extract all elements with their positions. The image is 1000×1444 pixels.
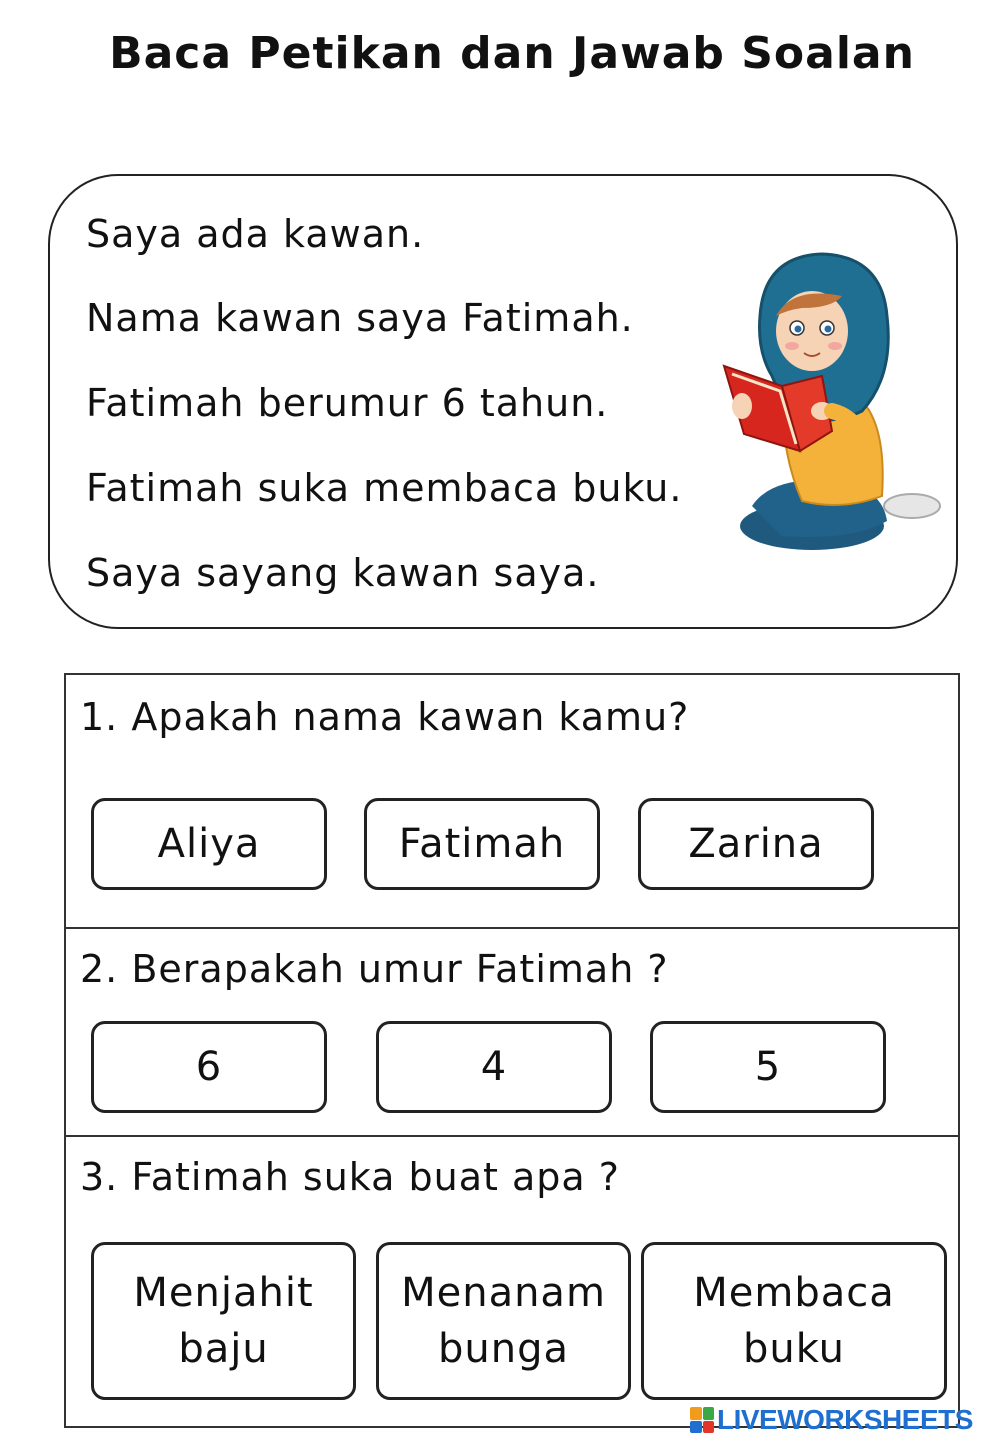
option-line: Menanam bbox=[401, 1270, 606, 1316]
question-3 bbox=[66, 1135, 958, 1426]
answer-option-4[interactable]: 4 bbox=[376, 1021, 612, 1113]
girl-reading-book-icon bbox=[672, 236, 942, 556]
answer-option-membaca-buku[interactable] bbox=[641, 1242, 947, 1400]
passage-line: Fatimah suka membaca buku. bbox=[86, 466, 683, 510]
question-2 bbox=[66, 927, 958, 1135]
option-line: bunga bbox=[438, 1326, 569, 1372]
page-title: Baca Petikan dan Jawab Soalan bbox=[109, 28, 915, 79]
option-line: baju bbox=[178, 1326, 269, 1372]
brand-logo-icon bbox=[690, 1407, 714, 1433]
answer-option-menanam-bunga[interactable] bbox=[376, 1242, 631, 1400]
passage-line: Saya sayang kawan saya. bbox=[86, 551, 600, 595]
option-line: buku bbox=[742, 1326, 846, 1372]
questions-table bbox=[64, 673, 960, 1428]
option-line: Membaca bbox=[693, 1270, 895, 1316]
answer-option-menjahit-baju[interactable] bbox=[91, 1242, 356, 1400]
answer-option-fatimah[interactable]: Fatimah bbox=[364, 798, 600, 890]
answer-option-zarina[interactable]: Zarina bbox=[638, 798, 874, 890]
passage-line: Saya ada kawan. bbox=[86, 212, 425, 256]
option-line: Menjahit bbox=[133, 1270, 314, 1316]
answer-option-aliya[interactable]: Aliya bbox=[91, 798, 327, 890]
passage-line: Fatimah berumur 6 tahun. bbox=[86, 381, 609, 425]
question-1 bbox=[66, 675, 958, 927]
liveworksheets-logo bbox=[690, 1404, 973, 1436]
answer-option-5[interactable]: 5 bbox=[650, 1021, 886, 1113]
reading-passage bbox=[48, 174, 958, 629]
question-text: 2. Berapakah umur Fatimah ? bbox=[80, 947, 669, 991]
brand-text: LIVEWORKSHEETS bbox=[717, 1404, 973, 1435]
answer-option-6[interactable]: 6 bbox=[91, 1021, 327, 1113]
question-text: 3. Fatimah suka buat apa ? bbox=[80, 1155, 620, 1199]
passage-line: Nama kawan saya Fatimah. bbox=[86, 296, 634, 340]
question-text: 1. Apakah nama kawan kamu? bbox=[80, 695, 690, 739]
